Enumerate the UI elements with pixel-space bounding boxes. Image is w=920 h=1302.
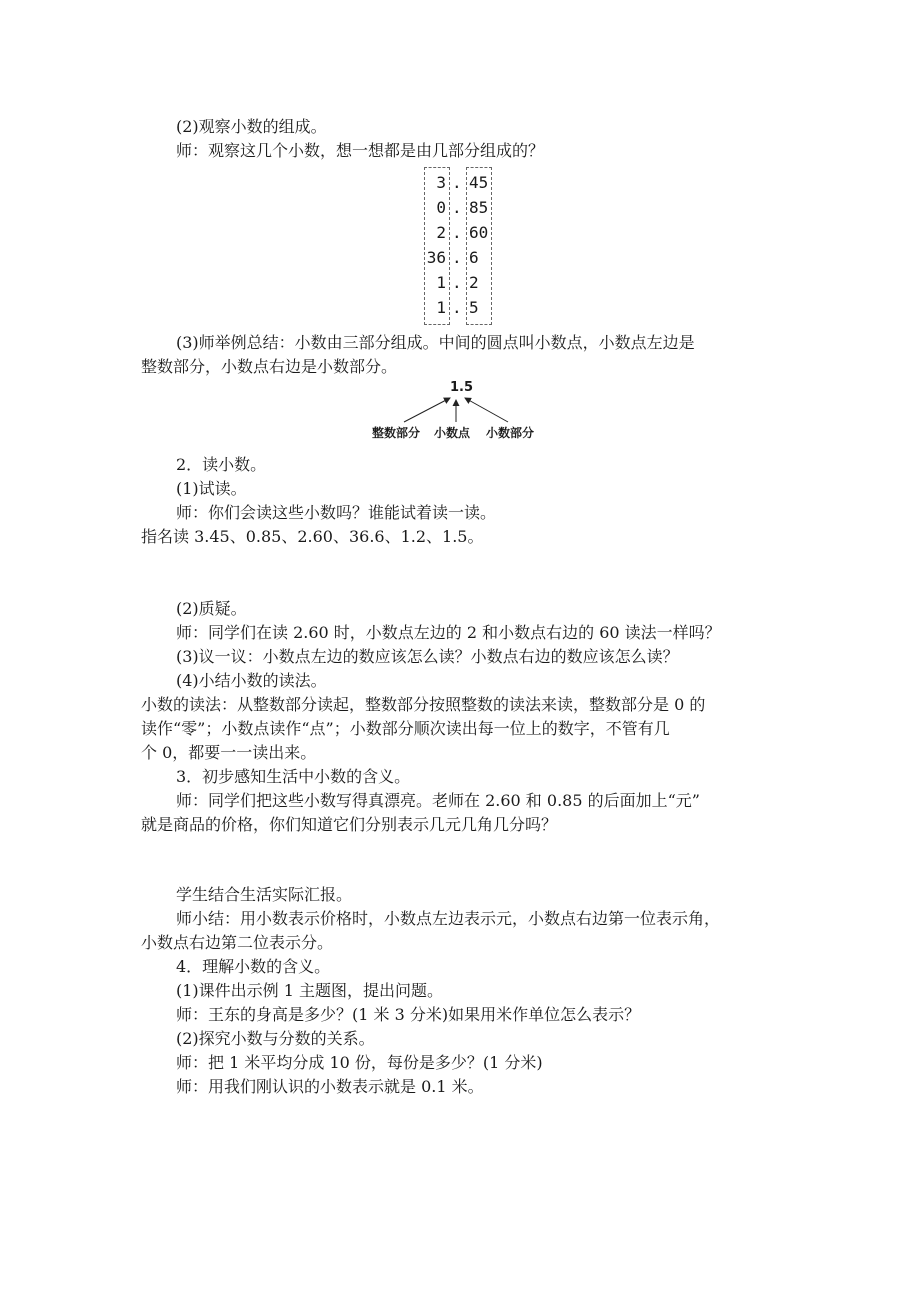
label-decimal-point: 小数点: [434, 426, 471, 440]
text-line: 2．读小数。: [176, 455, 267, 474]
decimal-parts-figure: [370, 380, 550, 442]
text-line: 师：你们会读这些小数吗？谁能试着读一读。: [176, 503, 497, 522]
decimal-point: .: [452, 173, 462, 192]
text-line: 3．初步感知生活中小数的含义。: [176, 767, 411, 786]
decimal-point: .: [452, 223, 462, 242]
decimal-row: [418, 171, 500, 195]
integer-part: 3: [436, 173, 446, 192]
decimal-row: [418, 296, 500, 320]
text-line: 个 0，都要一一读出来。: [141, 743, 317, 762]
text-line: 4．理解小数的含义。: [176, 957, 331, 976]
text-line: 师：王东的身高是多少？(1 米 3 分米)如果用米作单位怎么表示？: [176, 1005, 641, 1024]
fraction-part: 2: [469, 273, 479, 292]
label-fraction-part: 小数部分: [486, 426, 535, 440]
text-line: (2)探究小数与分数的关系。: [176, 1029, 375, 1048]
fraction-part: 6: [469, 248, 479, 267]
integer-part: 2: [436, 223, 446, 242]
integer-part: 36: [426, 248, 446, 267]
text-line: (3)师举例总结：小数由三部分组成。中间的圆点叫小数点，小数点左边是: [176, 333, 695, 352]
integer-part: 0: [436, 198, 446, 217]
fraction-part: 5: [469, 298, 479, 317]
fraction-part: 60: [469, 223, 489, 242]
text-line: 就是商品的价格，你们知道它们分别表示几元几角几分吗？: [141, 815, 558, 834]
decimal-point: .: [452, 298, 462, 317]
decimal-point: .: [452, 198, 462, 217]
text-line: (3)议一议：小数点左边的数应该怎么读？小数点右边的数应该怎么读？: [176, 647, 679, 666]
decimal-point: .: [452, 248, 462, 267]
decimal-row: [418, 271, 500, 295]
fraction-part: 85: [469, 198, 489, 217]
text-line: 小数点右边第二位表示分。: [141, 933, 334, 952]
text-line: (4)小结小数的读法。: [176, 671, 327, 690]
text-line: (1)课件出示例 1 主题图，提出问题。: [176, 981, 444, 1000]
decimal-row: [418, 221, 500, 245]
fraction-part: 45: [469, 173, 489, 192]
arrow-fraction-part: [465, 398, 508, 422]
text-line: 学生结合生活实际汇报。: [176, 885, 353, 904]
label-integer-part: 整数部分: [372, 426, 421, 440]
text-line: 师：观察这几个小数，想一想都是由几部分组成的？: [176, 141, 545, 160]
text-line: 小数的读法：从整数部分读起，整数部分按照整数的读法来读，整数部分是 0 的: [141, 695, 706, 714]
text-line: 师：用我们刚认识的小数表示就是 0.1 米。: [176, 1077, 484, 1096]
text-line: (2)质疑。: [176, 599, 247, 618]
integer-part: 1: [436, 298, 446, 317]
text-line: 师：把 1 米平均分成 10 份，每份是多少？(1 分米): [176, 1053, 543, 1072]
text-line: 师：同学们在读 2.60 时，小数点左边的 2 和小数点右边的 60 读法一样吗？: [176, 623, 721, 642]
text-line: 师小结：用小数表示价格时，小数点左边表示元，小数点右边第一位表示角，: [176, 909, 721, 928]
text-line: 整数部分，小数点右边是小数部分。: [141, 357, 398, 376]
text-line: (2)观察小数的组成。: [176, 117, 327, 136]
decimal-composition-figure: [418, 167, 500, 325]
decimal-point: .: [452, 273, 462, 292]
decimal-row: [418, 196, 500, 220]
integer-part: 1: [436, 273, 446, 292]
decimal-row: [418, 246, 500, 270]
text-line: 师：同学们把这些小数写得真漂亮。老师在 2.60 和 0.85 的后面加上“元”: [176, 791, 700, 810]
text-line: (1)试读。: [176, 479, 247, 498]
arrow-integer-part: [404, 398, 450, 422]
example-number: 1.5: [450, 380, 474, 395]
text-line: 读作“零”；小数点读作“点”；小数部分顺次读出每一位上的数字，不管有几: [141, 719, 670, 738]
text-line: 指名读 3.45、0.85、2.60、36.6、1.2、1.5。: [141, 527, 484, 546]
